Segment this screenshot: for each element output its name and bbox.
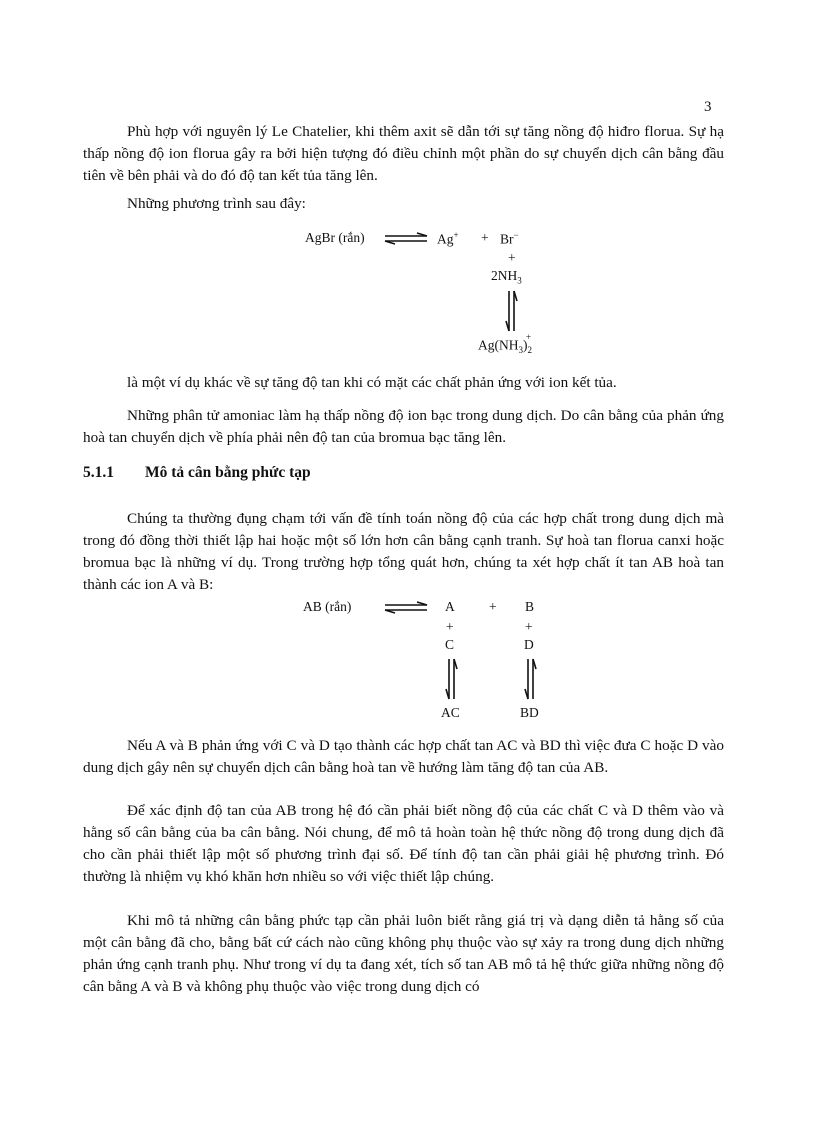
eq1-br-ion: Br− xyxy=(500,230,519,247)
equilibrium-arrow-icon xyxy=(385,233,429,245)
page-number: 3 xyxy=(704,99,712,115)
eq2-plus-a: + xyxy=(446,619,454,634)
paragraph-reaction-effect: Nếu A và B phản ứng với C và D tạo thành các hợp chất tan AC và BD thì việc đưa C hoặc D vào dung dịch gây nên sự chuyển dịch cân bằng hoà tan về hướng làm tăng độ tan của AB. xyxy=(83,737,724,776)
eq2-ac: AC xyxy=(441,705,460,720)
eq1-plus-vertical: + xyxy=(508,250,516,265)
vertical-equilibrium-arrow-icon xyxy=(525,657,537,701)
vertical-equilibrium-arrow-icon xyxy=(506,289,518,333)
eq2-c: C xyxy=(445,637,455,652)
vertical-equilibrium-arrow-icon xyxy=(446,657,458,701)
eq2-a: A xyxy=(445,599,455,614)
eq1-ag-ion: Ag+ xyxy=(437,230,459,247)
eq1-ammonia: $2NH_3$ xyxy=(491,268,522,286)
paragraph-solubility-example: là một ví dụ khác về sự tăng độ tan khi có mặt các chất phản ứng với ion kết tủa. xyxy=(127,374,617,391)
paragraph-le-chatelier: Phù hợp với nguyên lý Le Chatelier, khi thêm axit sẽ dẫn tới sự tăng nồng độ hiđro florua. Sự hạ thấp nồng độ ion florua gây ra bởi hiện tượng đó điều chỉnh một phần do sự chuyển dịch cân bằng đầu tiên về bên phải và do đó độ tan kết tủa tăng lên. xyxy=(83,123,724,184)
eq2-plus-b: + xyxy=(525,619,533,634)
paragraph-complex-equilibria: Chúng ta thường đụng chạm tới vấn đề tính toán nồng độ của các hợp chất trong dung dịch mà trong đó đồng thời thiết lập hai hoặc một số lớn hơn cân bằng cạnh tranh. Sự hoà tan florua canxi hoặc bromua bạc là những ví dụ. Trong trường hợp tổng quát hơn, chúng ta xét hợp chất ít tan AB hoà tan thành các ion A và B: xyxy=(83,510,724,593)
eq1-agbr-solid: AgBr (rắn) xyxy=(305,230,365,245)
paragraph-determine-solubility: Để xác định độ tan của AB trong hệ đó cần phải biết nồng độ của các chất C và D thêm vào và hằng số cân bằng của ba cân bằng. Nói chung, để mô tả hoàn toàn hệ thức nồng độ trong dung dịch đã cho cần phải thiết lập một số phương trình đại số. Để tính độ tan cần phải giải hệ phương trình. Đó thường là nhiệm vụ khó khăn hơn nhiều so với việc thiết lập chúng. xyxy=(83,802,724,885)
equilibrium-arrow-icon xyxy=(385,602,429,614)
eq2-d: D xyxy=(524,637,534,652)
paragraph-equations-intro: Những phương trình sau đây: xyxy=(127,195,306,212)
paragraph-ammonia-effect: Những phân tử amoniac làm hạ thấp nồng độ ion bạc trong dung dịch. Do cân bằng của phản ứng hoà tan chuyển dịch về phía phải nên độ tan của bromua bạc tăng lên. xyxy=(83,407,724,446)
eq2-ab-solid: AB (rắn) xyxy=(303,599,352,614)
eq2-plus: + xyxy=(489,599,497,614)
eq1-silver-ammine-complex: $Ag(NH_3)_2^+$ xyxy=(478,332,532,356)
eq2-b: B xyxy=(525,599,535,614)
eq1-plus: + xyxy=(481,230,489,245)
section-heading xyxy=(83,464,311,482)
eq2-bd: BD xyxy=(520,705,539,720)
section-number: 5.1.1 xyxy=(83,464,114,481)
section-title: Mô tả cân bằng phức tạp xyxy=(145,464,311,481)
paragraph-equilibrium-constants: Khi mô tả những cân bằng phức tạp cần phải luôn biết rằng giá trị và dạng diễn tả hằng số của một cân bằng đã cho, bằng bất cứ cách nào cũng không phụ thuộc vào sự xảy ra trong dung dịch những phản ứng cạnh tranh phụ. Như trong ví dụ ta đang xét, tích số tan AB mô tả hệ thức giữa những nồng độ cân bằng A và B và không phụ thuộc vào việc trong dung dịch có xyxy=(83,912,724,995)
